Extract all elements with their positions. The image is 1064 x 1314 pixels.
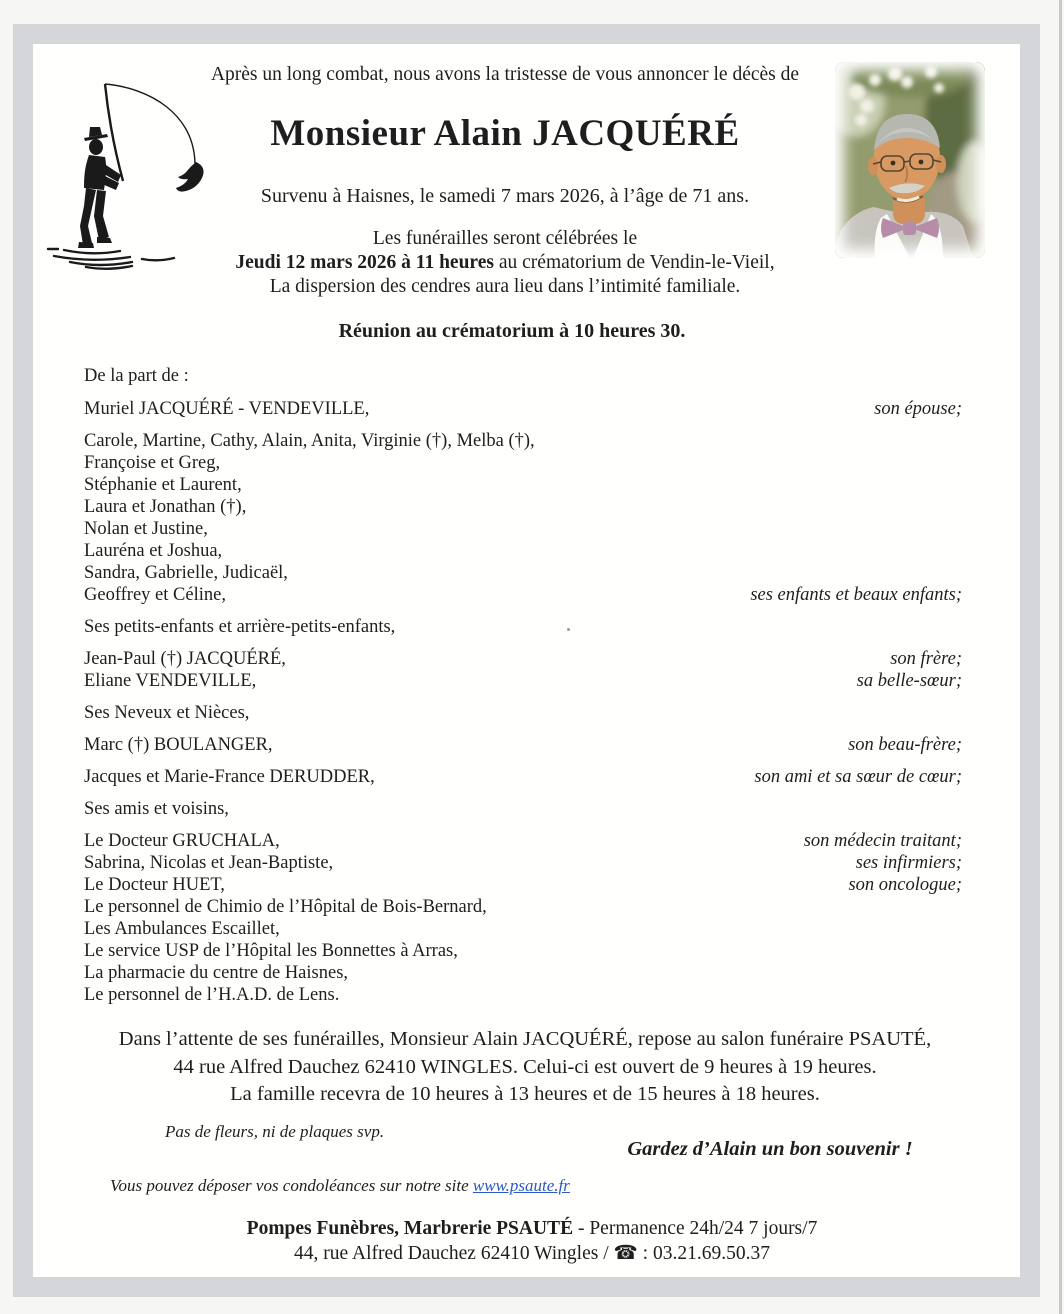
family-row: [84, 702, 962, 724]
family-names: Sandra, Gabrielle, Judicaël,: [84, 563, 288, 583]
family-row: [84, 940, 962, 962]
family-row: [84, 766, 962, 788]
family-list: [84, 398, 962, 1006]
funeral-home-line: [32, 1216, 1032, 1241]
no-flowers-note: Pas de fleurs, ni de plaques svp.: [165, 1122, 385, 1141]
family-names: Le service USP de l’Hôpital les Bonnettes à Arras,: [84, 941, 458, 961]
condolences-site-link[interactable]: www.psaute.fr: [472, 1176, 570, 1195]
family-relation: son oncologue;: [848, 875, 962, 895]
family-names: Stéphanie et Laurent,: [84, 475, 242, 495]
family-names: Ses amis et voisins,: [84, 799, 229, 819]
funeral-home-address-line: [32, 1241, 1032, 1266]
funeral-home-availability: - Permanence 24h/24 7 jours/7: [573, 1218, 818, 1239]
family-names: Laura et Jonathan (†),: [84, 497, 247, 517]
family-row: [84, 830, 962, 852]
family-row: [84, 874, 962, 896]
family-row: [84, 452, 962, 474]
family-row: [84, 984, 962, 1006]
family-names: Lauréna et Joshua,: [84, 541, 223, 561]
family-row: [84, 648, 962, 670]
funeral-line-3: La dispersion des cendres aura lieu dans l’intimité familiale.: [269, 276, 741, 297]
from-label: De la part de :: [84, 366, 189, 386]
family-row: [84, 670, 962, 692]
family-names: Marc (†) BOULANGER,: [84, 735, 273, 755]
family-row: [84, 562, 962, 584]
family-relation: ses enfants et beaux enfants;: [750, 585, 962, 605]
family-relation: sa belle-sœur;: [856, 671, 962, 691]
family-row: [84, 852, 962, 874]
family-row: [84, 398, 962, 420]
family-row: [84, 896, 962, 918]
scan-speck: [567, 628, 570, 631]
repose-line-1: Dans l’attente de ses funérailles, Monsieur Alain JACQUÉRÉ, repose au salon funéraire PSAUTÉ,: [118, 1028, 932, 1050]
family-names: Jean-Paul (†) JACQUÉRÉ,: [84, 649, 286, 669]
family-row: [84, 798, 962, 820]
funeral-home-phone: : 03.21.69.50.37: [637, 1243, 770, 1264]
funeral-home-address: 44, rue Alfred Dauchez 62410 Wingles /: [294, 1243, 614, 1264]
family-names: Muriel JACQUÉRÉ - VENDEVILLE,: [84, 399, 370, 419]
funeral-home-name: Pompes Funèbres, Marbrerie PSAUTÉ: [246, 1218, 574, 1239]
family-names: Sabrina, Nicolas et Jean-Baptiste,: [84, 853, 334, 873]
family-relation: son médecin traitant;: [803, 831, 962, 851]
repose-paragraph: [20, 1026, 1030, 1109]
family-names: Françoise et Greg,: [84, 453, 221, 473]
family-names: Le personnel de l’H.A.D. de Lens.: [84, 985, 340, 1005]
family-names: Le Docteur GRUCHALA,: [84, 831, 280, 851]
repose-line-2: 44 rue Alfred Dauchez 62410 WINGLES. Celui-ci est ouvert de 9 heures à 19 heures.: [173, 1055, 877, 1078]
funeral-date-bold: Jeudi 12 mars 2026 à 11 heures: [235, 252, 494, 273]
family-names: Nolan et Justine,: [84, 519, 208, 539]
family-row: [84, 474, 962, 496]
family-relation: son épouse;: [874, 399, 962, 419]
condolences-text: Vous pouvez déposer vos condoléances sur notre site: [110, 1176, 473, 1195]
family-row: [84, 734, 962, 756]
family-row: [84, 918, 962, 940]
keepsake-line: Gardez d’Alain un bon souvenir !: [627, 1138, 913, 1160]
family-row: [84, 430, 962, 452]
meeting-line: Réunion au crématorium à 10 heures 30.: [338, 320, 686, 342]
family-names: Jacques et Marie-France DERUDDER,: [84, 767, 375, 787]
phone-icon: ☎: [613, 1243, 638, 1264]
condolences-line: [110, 1176, 570, 1196]
deceased-name-title: Monsieur Alain JACQUÉRÉ: [270, 113, 740, 154]
family-names: Eliane VENDEVILLE,: [84, 671, 257, 691]
funeral-line-2: [5, 252, 1005, 274]
family-names: Les Ambulances Escaillet,: [84, 919, 280, 939]
family-row: [84, 540, 962, 562]
family-row: [84, 496, 962, 518]
family-row: [84, 616, 962, 638]
intro-line: Après un long combat, nous avons la tristesse de vous annoncer le décès de: [210, 64, 800, 85]
funeral-place: au crématorium de Vendin-le-Vieil,: [493, 252, 775, 273]
death-occurrence-line: Survenu à Haisnes, le samedi 7 mars 2026, à l’âge de 71 ans.: [260, 185, 750, 207]
family-relation: ses infirmiers;: [855, 853, 962, 873]
family-relation: son ami et sa sœur de cœur;: [754, 767, 962, 787]
family-row: [84, 584, 962, 606]
family-names: Ses Neveux et Nièces,: [84, 703, 250, 723]
family-names: Ses petits-enfants et arrière-petits-enfants,: [84, 617, 396, 637]
family-names: Carole, Martine, Cathy, Alain, Anita, Virginie (†), Melba (†),: [84, 431, 535, 451]
family-row: [84, 518, 962, 540]
funeral-line-1: Les funérailles seront célébrées le: [372, 228, 638, 249]
family-names: Le Docteur HUET,: [84, 875, 225, 895]
family-row: [84, 962, 962, 984]
family-relation: son beau-frère;: [848, 735, 962, 755]
family-relation: son frère;: [890, 649, 962, 669]
repose-line-3: La famille recevra de 10 heures à 13 heures et de 15 heures à 18 heures.: [230, 1083, 820, 1105]
scan-edge-artifact: [1059, 0, 1062, 1314]
funeral-home-footer: [32, 1216, 1032, 1266]
family-names: La pharmacie du centre de Haisnes,: [84, 963, 349, 983]
family-names: Le personnel de Chimio de l’Hôpital de Bois-Bernard,: [84, 897, 487, 917]
family-names: Geoffrey et Céline,: [84, 585, 226, 605]
